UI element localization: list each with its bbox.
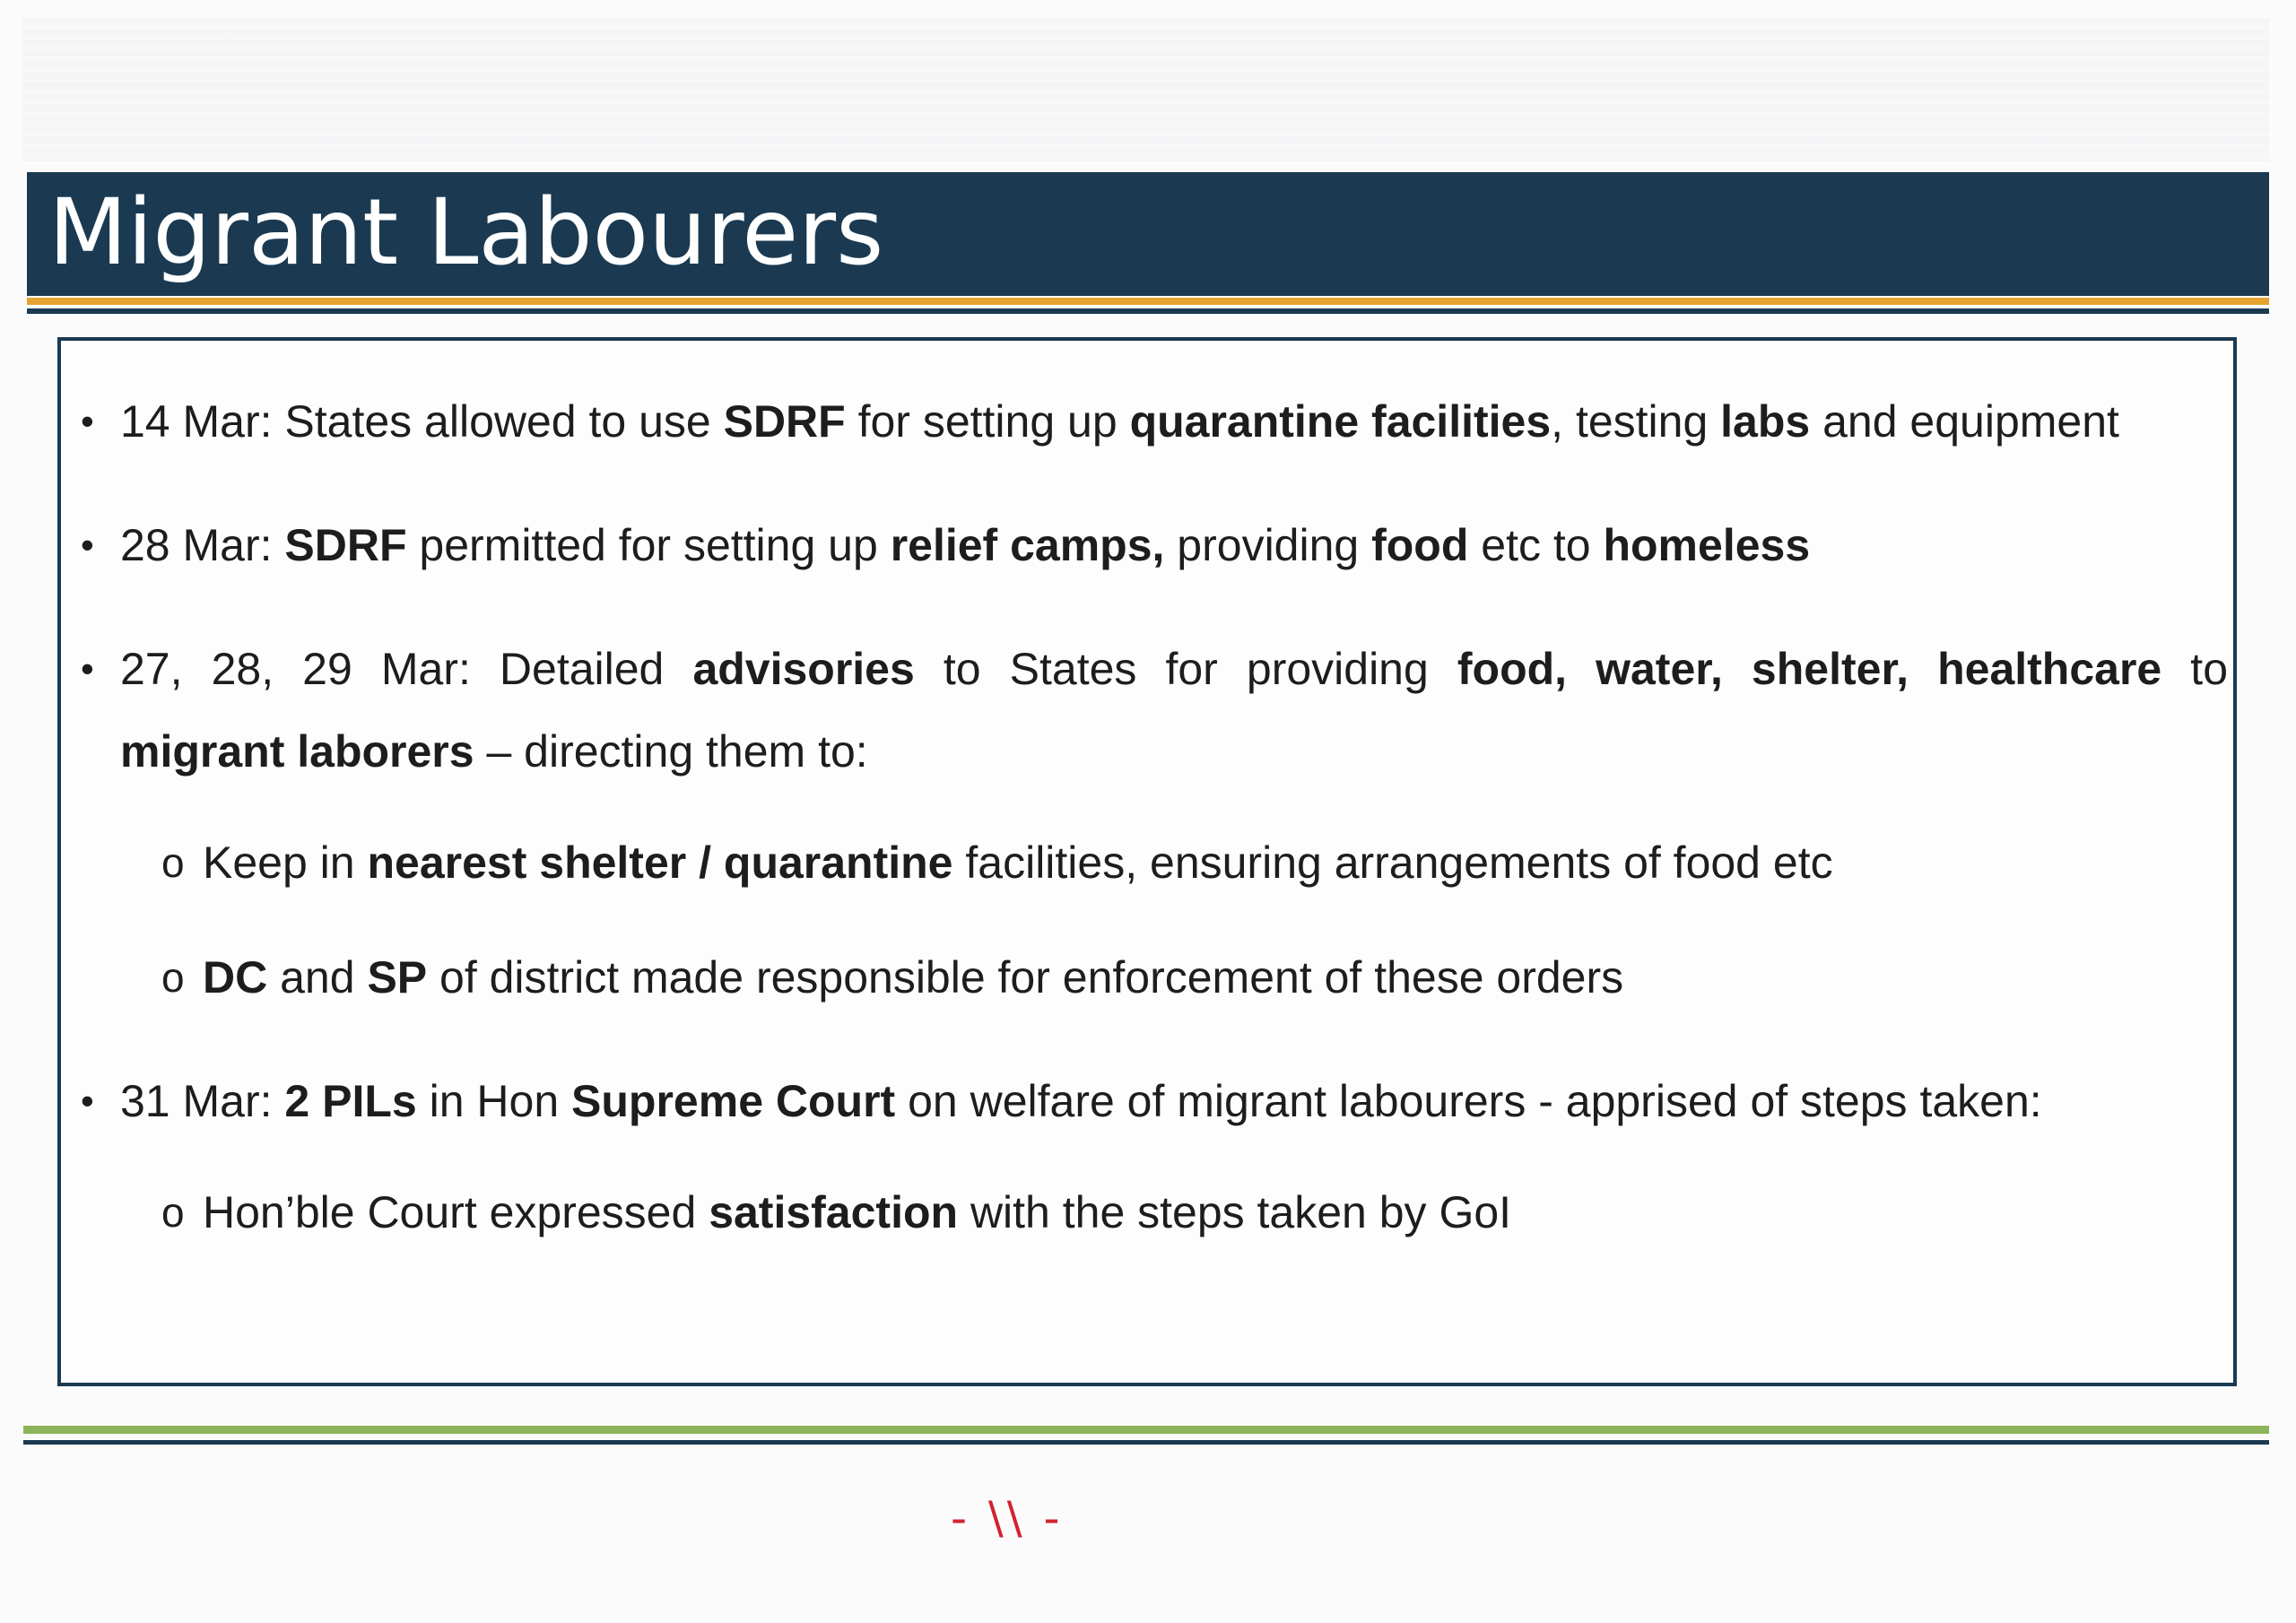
bullet-1-seg-5: labs [1720, 396, 1811, 447]
sub-3-1-seg-1: nearest shelter / quarantine [367, 838, 953, 888]
bullet-2-seg-0: 28 Mar: [120, 520, 285, 570]
bullet-3-seg-3: food, water, shelter, healthcare [1457, 644, 2162, 694]
sub-3-2-seg-3: of district made responsible for enforcement of these orders [427, 952, 1624, 1002]
bullet-dot: • [81, 524, 94, 566]
bullet-2-seg-6: etc to [1468, 520, 1604, 570]
bullet-dot: • [81, 1080, 94, 1122]
bullet-item-4 [120, 1060, 2042, 1142]
sub-item-3-2 [203, 936, 1623, 1019]
bullet-4-seg-0: 31 Mar: [120, 1076, 285, 1126]
sub-3-1-seg-2: facilities, ensuring arrangements of food etc [952, 838, 1833, 888]
bullet-3-seg-1: advisories [692, 644, 915, 694]
bullet-item-3-line-1 [120, 628, 2228, 710]
sub-item-3-1 [203, 821, 1833, 904]
bullet-2-seg-3: relief camps, [890, 520, 1165, 570]
sub-3-2-seg-0: DC [203, 952, 268, 1002]
sub-item-4-1 [203, 1171, 1511, 1254]
bullet-1-seg-0: 14 Mar: States allowed to use [120, 396, 724, 447]
bullet-1-seg-2: for setting up [845, 396, 1130, 447]
scan-background [22, 18, 2269, 161]
sub-3-2-seg-1: and [267, 952, 368, 1002]
bullet-2-seg-4: providing [1164, 520, 1372, 570]
title-underline-navy [27, 308, 2269, 314]
bullet-dot: • [81, 647, 94, 690]
bullet-3-seg-0: 27, 28, 29 Mar: Detailed [120, 644, 693, 694]
sub-bullet-circle: o [161, 839, 185, 886]
bullet-2-seg-2: permitted for setting up [406, 520, 891, 570]
bullet-item-1 [120, 380, 2119, 463]
footer-rule-green [23, 1426, 2269, 1434]
sub-4-1-seg-2: with the steps taken by GoI [958, 1187, 1512, 1237]
title-underline-gold [27, 298, 2269, 305]
bullet-1-seg-3: quarantine facilities [1129, 396, 1552, 447]
bullet-4-seg-4: on welfare of migrant labourers - apprised of steps taken: [895, 1076, 2042, 1126]
bullet-item-2 [120, 504, 1810, 586]
bullet-3-seg-5: migrant laborers [120, 726, 474, 777]
bullet-dot: • [81, 400, 94, 442]
bullet-1-seg-4: , testing [1551, 396, 1721, 447]
bullet-2-seg-7: homeless [1603, 520, 1811, 570]
bullet-2-seg-1: SDRF [284, 520, 407, 570]
sub-bullet-circle: o [161, 954, 185, 1001]
bullet-3-seg-4: to [2161, 644, 2229, 694]
bullet-3-seg-2: to States for providing [914, 644, 1457, 694]
slide-title: Migrant Labourers [48, 179, 884, 286]
sub-4-1-seg-1: satisfaction [709, 1187, 959, 1237]
sub-bullet-circle: o [161, 1189, 185, 1236]
bullet-1-seg-1: SDRF [723, 396, 846, 447]
handwritten-page-number: - \\ - [951, 1492, 1064, 1544]
sub-4-1-seg-0: Hon’ble Court expressed [203, 1187, 709, 1237]
bullet-item-3-line-2 [120, 710, 868, 793]
bullet-4-seg-3: Supreme Court [571, 1076, 896, 1126]
sub-3-2-seg-2: SP [367, 952, 428, 1002]
bullet-4-seg-2: in Hon [416, 1076, 572, 1126]
sub-3-1-seg-0: Keep in [203, 838, 368, 888]
bullet-3-seg-6: – directing them to: [474, 726, 868, 777]
bullet-2-seg-5: food [1371, 520, 1469, 570]
footer-rule-navy [23, 1440, 2269, 1445]
bullet-1-seg-6: and equipment [1810, 396, 2119, 447]
bullet-4-seg-1: 2 PILs [284, 1076, 417, 1126]
